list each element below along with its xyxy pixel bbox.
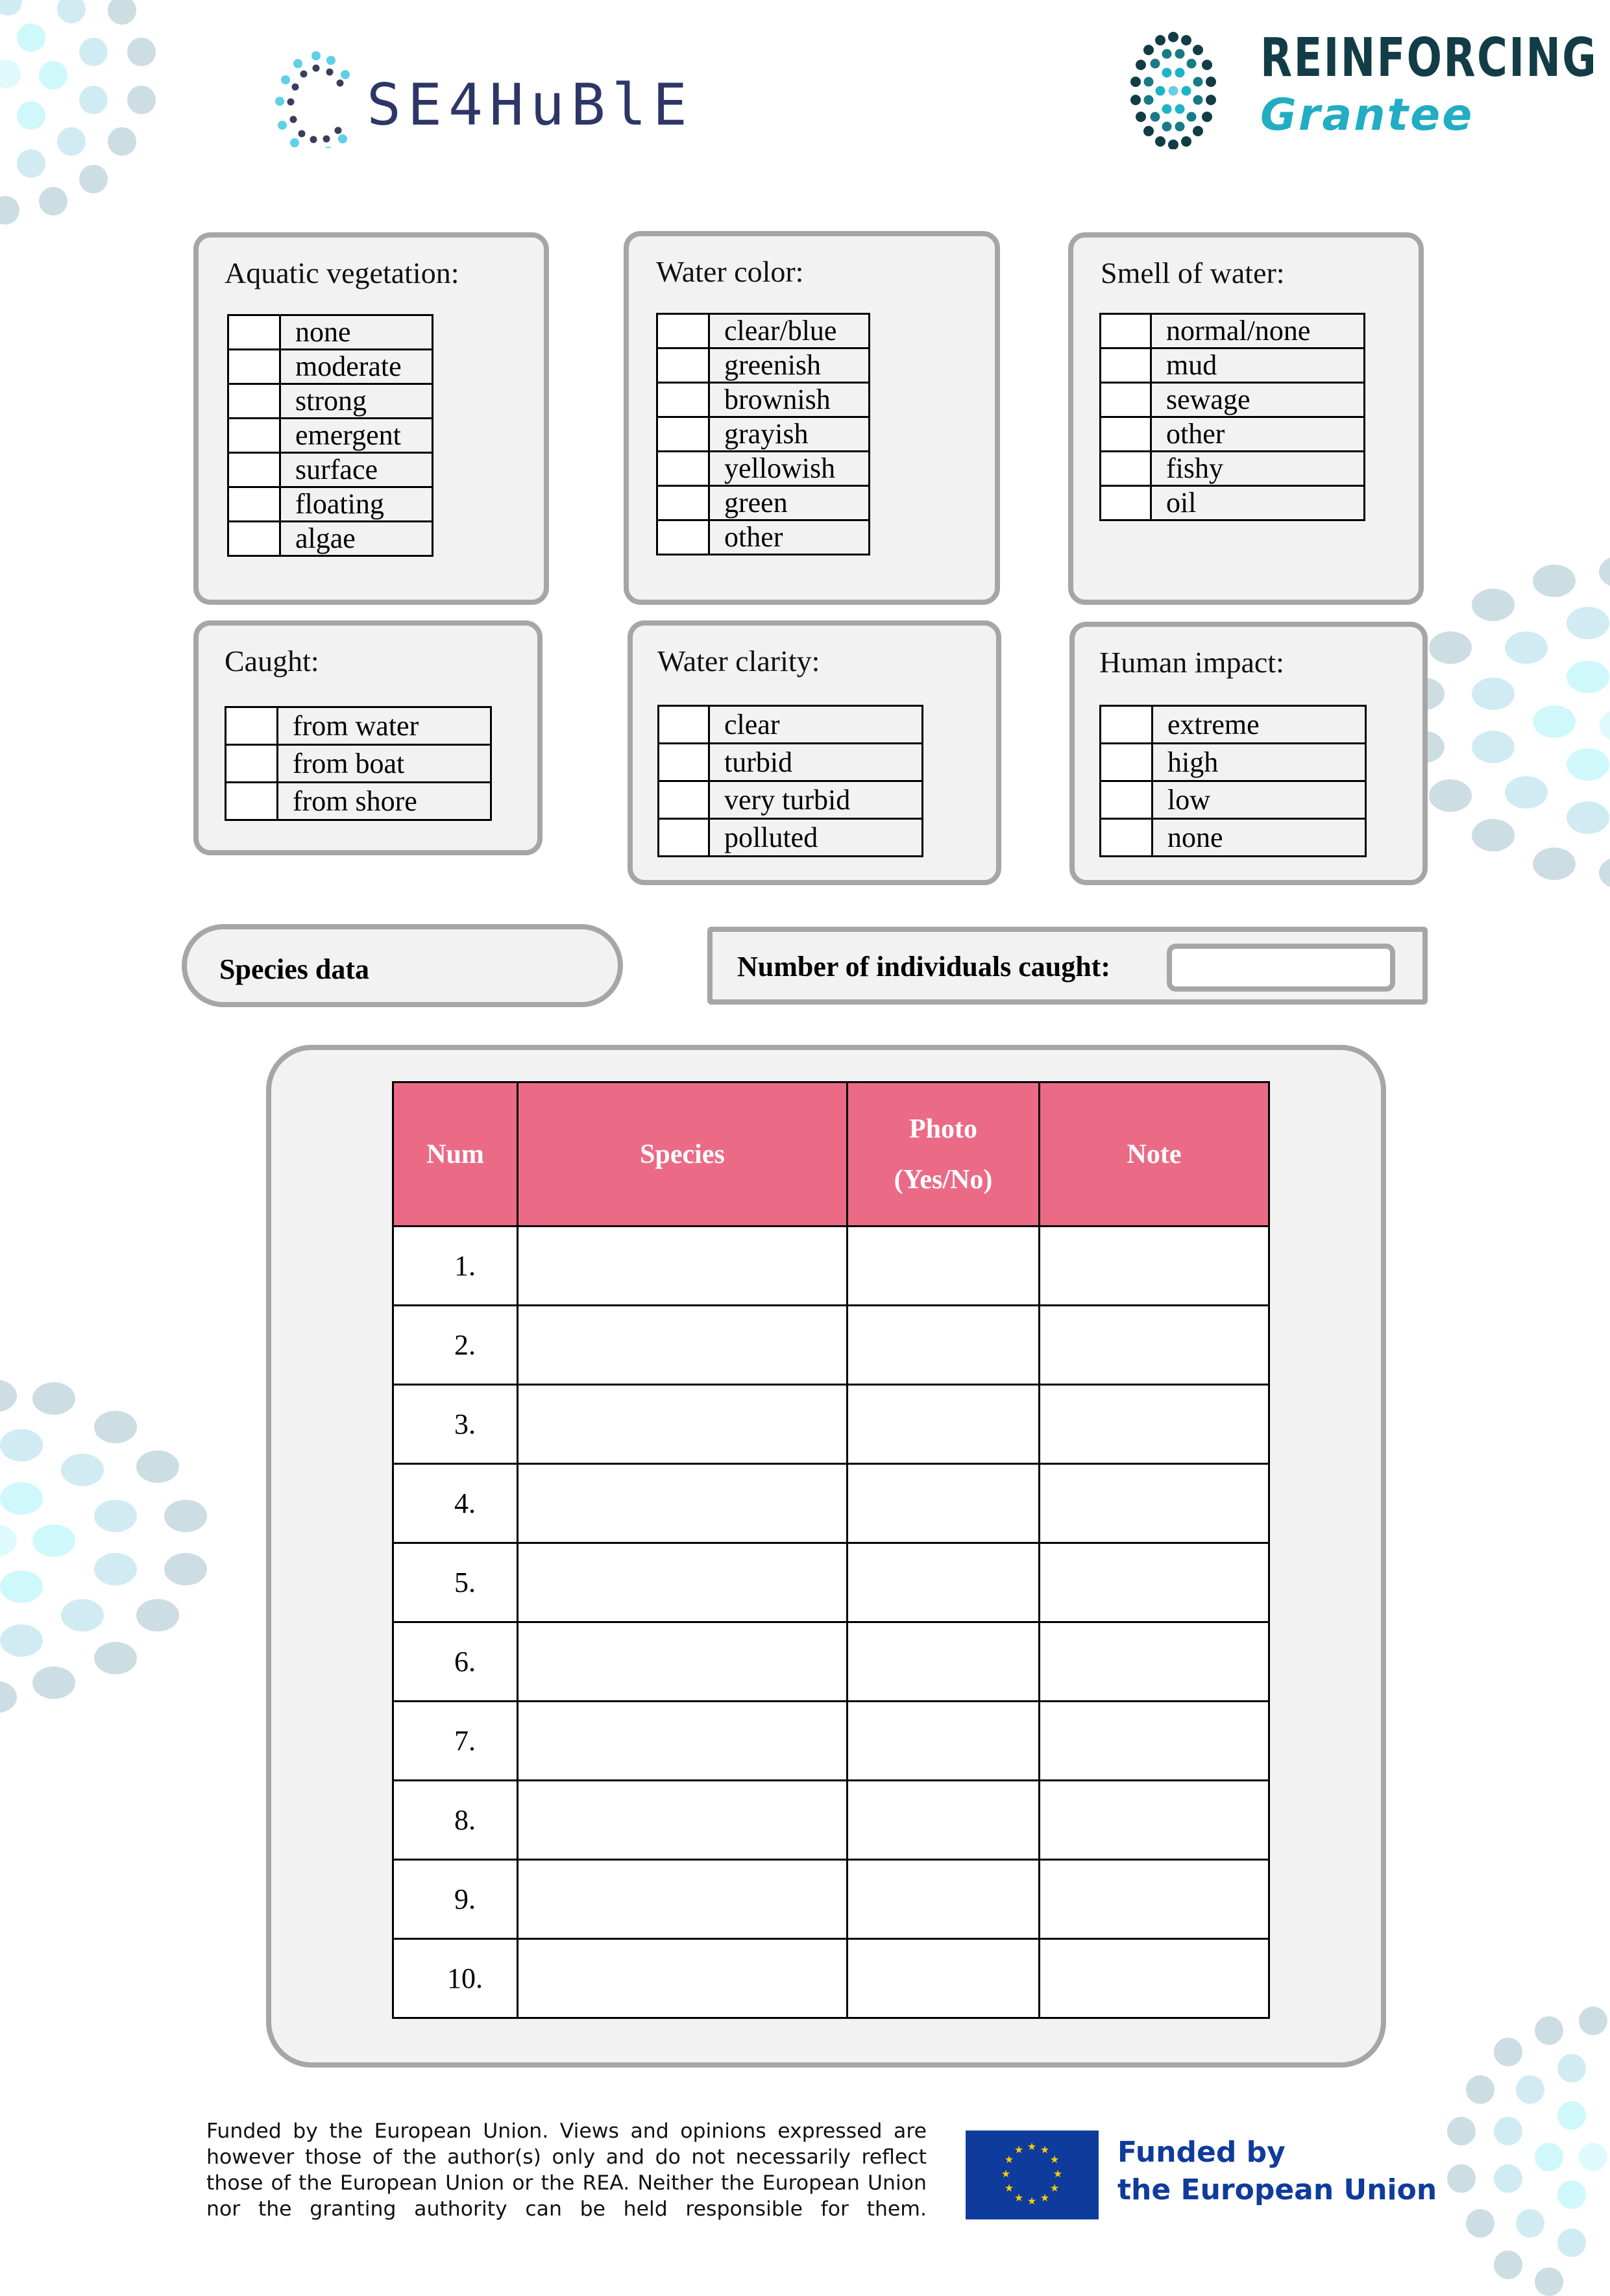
human-impact-title: Human impact: <box>1099 646 1284 679</box>
note-cell[interactable] <box>1040 1781 1269 1860</box>
aquatic-vegetation-box <box>193 232 549 605</box>
option-row <box>1101 486 1365 520</box>
individuals-count-input[interactable] <box>1167 944 1395 992</box>
option-row <box>1101 417 1365 452</box>
table-row <box>393 1939 1269 2018</box>
water-color-options <box>656 313 870 556</box>
row-number: 1. <box>393 1227 518 1306</box>
option-row <box>228 350 433 384</box>
funded-by-eu-label <box>1117 2134 1437 2209</box>
table-row <box>393 1306 1269 1385</box>
svg-text:★: ★ <box>1014 2192 1024 2204</box>
water-clarity-title: Water clarity: <box>657 644 820 678</box>
checkbox[interactable] <box>1101 706 1153 744</box>
checkbox[interactable] <box>228 419 280 453</box>
option-label: greenish <box>709 348 870 383</box>
species-cell[interactable] <box>518 1860 848 1939</box>
option-row <box>228 487 433 522</box>
checkbox[interactable] <box>226 745 278 783</box>
checkbox[interactable] <box>1101 383 1151 417</box>
species-data-heading <box>182 924 623 1007</box>
checkbox[interactable] <box>659 744 709 781</box>
human-impact-box <box>1069 622 1428 885</box>
checkbox[interactable] <box>657 486 709 520</box>
checkbox[interactable] <box>1101 744 1153 781</box>
row-number: 5. <box>393 1543 518 1622</box>
table-row <box>393 1860 1269 1939</box>
svg-text:★: ★ <box>1027 2140 1037 2153</box>
svg-text:★: ★ <box>1001 2168 1011 2180</box>
photo-cell[interactable] <box>848 1702 1040 1781</box>
row-number: 7. <box>393 1702 518 1781</box>
smell-of-water-box <box>1068 232 1424 605</box>
option-label: low <box>1153 781 1366 819</box>
option-label: brownish <box>709 383 870 417</box>
checkbox[interactable] <box>1101 314 1151 348</box>
checkbox[interactable] <box>657 520 709 555</box>
option-row <box>226 745 491 783</box>
checkbox[interactable] <box>659 706 709 744</box>
photo-cell[interactable] <box>848 1227 1040 1306</box>
note-cell[interactable] <box>1040 1464 1269 1543</box>
checkbox[interactable] <box>228 350 280 384</box>
checkbox[interactable] <box>657 348 709 383</box>
option-row <box>1101 452 1365 486</box>
row-number: 8. <box>393 1781 518 1860</box>
photo-cell[interactable] <box>848 1781 1040 1860</box>
column-header-species: Species <box>518 1082 848 1227</box>
caught-title: Caught: <box>225 644 319 678</box>
water-clarity-box <box>628 620 1001 885</box>
option-row <box>1101 706 1366 744</box>
note-cell[interactable] <box>1040 1939 1269 2018</box>
checkbox[interactable] <box>1101 452 1151 486</box>
row-number: 2. <box>393 1306 518 1385</box>
option-label: very turbid <box>709 781 923 819</box>
option-label: high <box>1153 744 1366 781</box>
aquatic-vegetation-title: Aquatic vegetation: <box>225 256 459 289</box>
species-cell[interactable] <box>518 1464 848 1543</box>
option-label: emergent <box>280 419 433 453</box>
species-table <box>392 1081 1270 2019</box>
option-row <box>228 315 433 350</box>
species-cell[interactable] <box>518 1306 848 1385</box>
option-row <box>228 522 433 556</box>
checkbox[interactable] <box>228 384 280 419</box>
column-header-photo <box>848 1082 1040 1227</box>
option-label: fishy <box>1151 452 1365 486</box>
dot-burst-icon <box>1116 19 1246 149</box>
species-cell[interactable] <box>518 1781 848 1860</box>
checkbox[interactable] <box>226 707 278 745</box>
eu-flag-icon <box>966 2131 1099 2219</box>
option-row <box>1101 744 1366 781</box>
checkbox[interactable] <box>657 452 709 486</box>
column-header-num: Num <box>393 1082 518 1227</box>
photo-cell[interactable] <box>848 1385 1040 1464</box>
eu-stars-icon <box>966 2131 1099 2219</box>
checkbox[interactable] <box>228 487 280 522</box>
option-row <box>1101 383 1365 417</box>
option-row <box>228 419 433 453</box>
option-label: surface <box>280 453 433 487</box>
svg-text:★: ★ <box>1040 2143 1050 2156</box>
species-cell[interactable] <box>518 1227 848 1306</box>
photo-header-line2: (Yes/No) <box>894 1164 993 1195</box>
option-label: yellowish <box>709 452 870 486</box>
option-label: mud <box>1151 348 1365 383</box>
photo-header-line1: Photo <box>909 1114 977 1144</box>
option-label: from shore <box>278 783 491 820</box>
table-row <box>393 1543 1269 1622</box>
option-label: green <box>709 486 870 520</box>
svg-text:★: ★ <box>1027 2195 1037 2207</box>
svg-text:★: ★ <box>1040 2192 1050 2204</box>
option-label: from boat <box>278 745 491 783</box>
note-cell[interactable] <box>1040 1227 1269 1306</box>
row-number: 10. <box>393 1939 518 2018</box>
checkbox[interactable] <box>1101 348 1151 383</box>
option-row <box>659 744 923 781</box>
checkbox[interactable] <box>228 522 280 556</box>
note-cell[interactable] <box>1040 1385 1269 1464</box>
species-cell[interactable] <box>518 1543 848 1622</box>
individuals-count-box <box>707 927 1428 1005</box>
row-number: 6. <box>393 1622 518 1702</box>
option-row <box>228 453 433 487</box>
checkbox[interactable] <box>657 417 709 452</box>
table-row <box>393 1702 1269 1781</box>
option-label: clear/blue <box>709 314 870 348</box>
checkbox[interactable] <box>657 314 709 348</box>
table-row <box>393 1227 1269 1306</box>
option-row <box>1101 348 1365 383</box>
water-clarity-options <box>657 705 923 857</box>
checkbox[interactable] <box>659 781 709 819</box>
option-label: oil <box>1151 486 1365 520</box>
table-row <box>393 1385 1269 1464</box>
option-row <box>226 783 491 820</box>
smell-of-water-title: Smell of water: <box>1101 256 1285 289</box>
svg-text:★: ★ <box>1049 2182 1060 2194</box>
row-number: 4. <box>393 1464 518 1543</box>
option-row <box>228 384 433 419</box>
reinforcing-grantee-logo <box>1116 19 1598 149</box>
option-row <box>657 314 870 348</box>
table-row <box>393 1781 1269 1860</box>
svg-text:★: ★ <box>1004 2153 1014 2166</box>
individuals-count-label: Number of individuals caught: <box>737 951 1110 983</box>
option-label: sewage <box>1151 383 1365 417</box>
funded-by-eu-line1: Funded by <box>1117 2136 1286 2169</box>
smell-of-water-options <box>1099 313 1365 521</box>
option-label: floating <box>280 487 433 522</box>
svg-text:★: ★ <box>1004 2182 1014 2194</box>
option-row <box>1101 314 1365 348</box>
note-cell[interactable] <box>1040 1622 1269 1702</box>
checkbox[interactable] <box>659 819 709 857</box>
checkbox[interactable] <box>657 383 709 417</box>
table-row <box>393 1622 1269 1702</box>
option-label: turbid <box>709 744 923 781</box>
species-cell[interactable] <box>518 1939 848 2018</box>
option-row <box>657 452 870 486</box>
option-row <box>226 707 491 745</box>
note-cell[interactable] <box>1040 1860 1269 1939</box>
species-cell[interactable] <box>518 1622 848 1702</box>
checkbox[interactable] <box>1101 486 1151 520</box>
photo-cell[interactable] <box>848 1464 1040 1543</box>
checkbox[interactable] <box>1101 819 1153 857</box>
checkbox[interactable] <box>228 315 280 350</box>
species-data-title: Species data <box>219 953 369 985</box>
option-row <box>659 706 923 744</box>
table-header-row <box>393 1082 1269 1227</box>
human-impact-options <box>1099 705 1367 857</box>
option-row <box>1101 819 1366 857</box>
species-cell[interactable] <box>518 1385 848 1464</box>
funded-by-eu-line2: the European Union <box>1117 2173 1437 2206</box>
svg-text:★: ★ <box>1014 2143 1024 2156</box>
photo-cell[interactable] <box>848 1939 1040 2018</box>
option-row <box>657 417 870 452</box>
option-label: other <box>1151 417 1365 452</box>
species-cell[interactable] <box>518 1702 848 1781</box>
option-label: grayish <box>709 417 870 452</box>
se4hubie-wordmark: SE4HuBlE <box>367 71 694 138</box>
caught-box <box>193 620 543 855</box>
eu-disclaimer: Funded by the European Union. Views and opinions expressed are however those of the author(s) only and do not necessarily reflect those of the European Union or the REA. Neither the European Union nor the granting authority can be held responsible for them. <box>206 2119 927 2221</box>
se4hubie-logo <box>263 38 704 148</box>
option-label: polluted <box>709 819 923 857</box>
note-cell[interactable] <box>1040 1306 1269 1385</box>
photo-cell[interactable] <box>848 1860 1040 1939</box>
water-color-title: Water color: <box>656 255 804 288</box>
photo-cell[interactable] <box>848 1622 1040 1702</box>
option-label: none <box>280 315 433 350</box>
checkbox[interactable] <box>1101 417 1151 452</box>
option-label: other <box>709 520 870 555</box>
checkbox[interactable] <box>1101 781 1153 819</box>
water-color-box <box>624 231 1000 605</box>
option-row <box>659 781 923 819</box>
option-label: from water <box>278 707 491 745</box>
row-number: 3. <box>393 1385 518 1464</box>
checkbox[interactable] <box>228 453 280 487</box>
option-row <box>1101 781 1366 819</box>
option-label: clear <box>709 706 923 744</box>
column-header-note: Note <box>1040 1082 1269 1227</box>
svg-text:★: ★ <box>1053 2168 1063 2180</box>
grantee-wordmark: Grantee <box>1260 90 1474 141</box>
note-cell[interactable] <box>1040 1543 1269 1622</box>
option-row <box>659 819 923 857</box>
photo-cell[interactable] <box>848 1543 1040 1622</box>
photo-cell[interactable] <box>848 1306 1040 1385</box>
option-row <box>657 383 870 417</box>
svg-text:★: ★ <box>1049 2153 1060 2166</box>
aquatic-vegetation-options <box>227 314 433 557</box>
dotted-ring-icon <box>263 38 360 148</box>
option-label: normal/none <box>1151 314 1365 348</box>
option-label: none <box>1153 819 1366 857</box>
option-label: moderate <box>280 350 433 384</box>
checkbox[interactable] <box>226 783 278 820</box>
option-label: algae <box>280 522 433 556</box>
note-cell[interactable] <box>1040 1702 1269 1781</box>
option-label: strong <box>280 384 433 419</box>
row-number: 9. <box>393 1860 518 1939</box>
caught-options <box>225 706 492 821</box>
option-row <box>657 520 870 555</box>
option-row <box>657 486 870 520</box>
option-row <box>657 348 870 383</box>
table-row <box>393 1464 1269 1543</box>
option-label: extreme <box>1153 706 1366 744</box>
reinforcing-wordmark: REINFORCING <box>1260 27 1598 89</box>
species-table-panel <box>266 1045 1386 2068</box>
